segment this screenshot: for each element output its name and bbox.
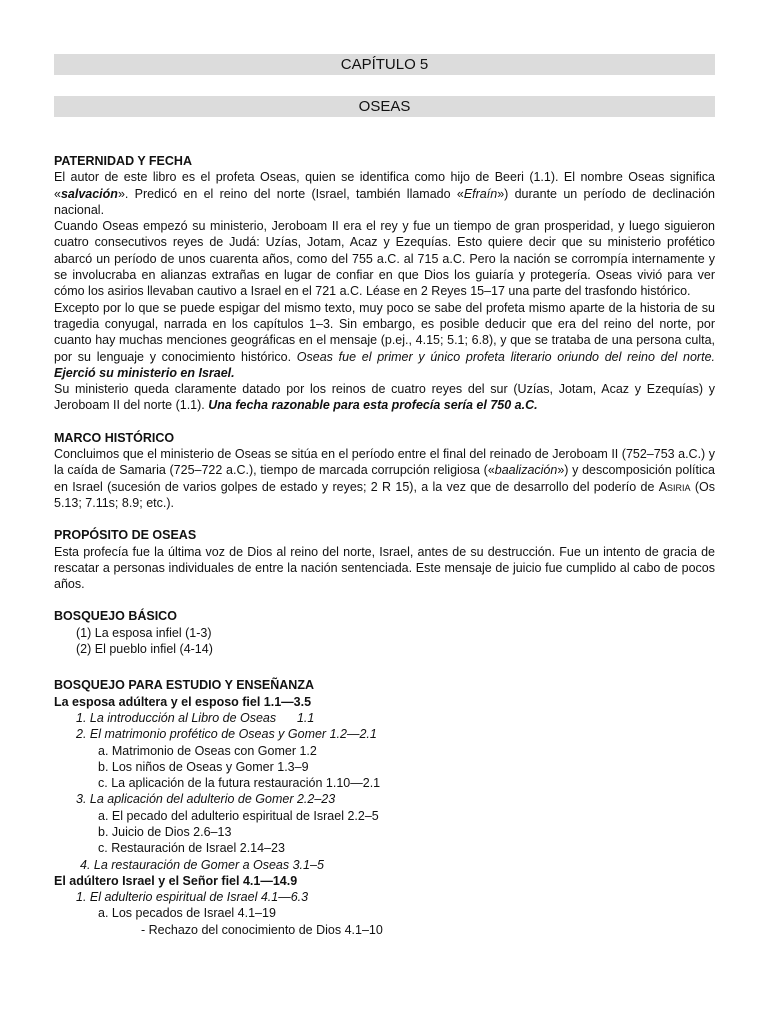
section-heading: MARCO HISTÓRICO xyxy=(54,430,175,445)
section-heading: BOSQUEJO BÁSICO xyxy=(54,609,177,624)
outline-subitem: c. La aplicación de la futura restauración 1.10—2.1 xyxy=(98,776,381,791)
outline-item: 1. El adulterio espiritual de Israel 4.1—6.3 xyxy=(76,890,309,905)
italic-text: baalización xyxy=(494,463,558,478)
text-run: (Os 5.13; 7.11s; 8.9; etc.). xyxy=(54,479,716,510)
list-item: (1) La esposa infiel (1-3) xyxy=(76,625,212,640)
paragraph xyxy=(54,169,715,218)
outline-subitem: a. El pecado del adulterio espiritual de Israel 2.2–5 xyxy=(98,808,379,823)
text-run: Concluimos que el ministerio de Oseas se sitúa en el período entre el final del reinado de Jeroboam II (752–753 a.C.) y la caída de Samaria (725–722 a.C.), tiempo de marcada corrupción religiosa (« xyxy=(54,447,715,478)
text-run: ». Predicó en el reino del norte (Israel, también llamado « xyxy=(117,186,464,201)
section-bosquejo-basico xyxy=(54,608,715,657)
outline-subitem: b. Juicio de Dios 2.6–13 xyxy=(98,824,232,839)
emphasis-text: salvación xyxy=(60,186,118,201)
list-item: (2) El pueblo infiel (4-14) xyxy=(76,642,213,657)
outline-subitem: a. Matrimonio de Oseas con Gomer 1.2 xyxy=(98,743,317,758)
paragraph: Esta profecía fue la última voz de Dios al reino del norte, Israel, antes de su destrucción. Fue un intento de gracia de rescatar a personas individuales de entre la nación sentenciada. Este mensaje de juicio fue cumplido al cabo de pocos años. xyxy=(54,544,715,592)
outline-part: El adúltero Israel y el Señor fiel 4.1—14.9 xyxy=(54,873,298,888)
section-heading: PROPÓSITO DE OSEAS xyxy=(54,528,197,543)
section-proposito xyxy=(54,527,715,592)
outline-item: 4. La restauración de Gomer a Oseas 3.1–5 xyxy=(80,857,324,872)
text-run: Su ministerio queda claramente datado por los reinos de cuatro reyes del sur (Uzías, Jotam, Acaz y Ezequías) y Jeroboam II del norte (1.1). xyxy=(54,382,715,413)
section-marco xyxy=(54,430,715,511)
paragraph: Cuando Oseas empezó su ministerio, Jeroboam II era el rey y fue un tiempo de gran prosperidad, y luego siguieron cuatro consecutivos reyes de Judá: Uzías, Jotam, Acaz y Ezequías. Esto quiere decir que su ministerio profético abarcó un período de unos cuarenta años, como del 755 a.C. al 715 a.C. Pero la nación se corrompía internamente y se involucraba en alianzas extrañas en lugar de confiar en que Dios los guiaría y protegería. Oseas vivió para ver cómo los asirios llevaban cautivo a Israel en el 721 a.C. Léase en 2 Reyes 15–17 una parte del trasfondo histórico. xyxy=(54,219,715,299)
outline-part: La esposa adúltera y el esposo fiel 1.1—3.5 xyxy=(54,694,312,709)
outline-subitem: c. Restauración de Israel 2.14–23 xyxy=(98,841,285,856)
outline-subsubitem: - Rechazo del conocimiento de Dios 4.1–10 xyxy=(141,922,383,937)
outline-item: 1. La introducción al Libro de Oseas 1.1 xyxy=(76,710,315,725)
text-run: ») durante un período de declinación nacional. xyxy=(54,186,715,217)
section-paternidad xyxy=(54,153,715,414)
document-page xyxy=(54,54,715,938)
italic-text: Oseas fue el primer y único profeta literario oriundo del reino del norte. xyxy=(296,349,715,364)
section-heading: PATERNIDAD Y FECHA xyxy=(54,154,192,168)
paragraph xyxy=(54,446,715,511)
chapter-title: CAPÍTULO 5 xyxy=(54,54,715,75)
outline-subitem: a. Los pecados de Israel 4.1–19 xyxy=(98,906,276,921)
document-body xyxy=(54,153,715,938)
section-heading: BOSQUEJO PARA ESTUDIO Y ENSEÑANZA xyxy=(54,678,314,693)
text-run: El autor de este libro es el profeta Oseas, quien se identifica como hijo de Beeri (1.1). El nombre Oseas significa « xyxy=(54,170,715,201)
emphasis-text: Ejerció su ministerio en Israel. xyxy=(54,365,235,380)
text-run: Excepto por lo que se puede espigar del mismo texto, muy poco se sabe del profeta mismo aparte de la historia de su tragedia conyugal, narrada en los capítulos 1–3. Sin embargo, es posible deducir que era del reino del norte, por cuanto hay muchas menciones geográficas en el mensaje (p.ej., 4.15; 5.1; 6.8), y que se trataba de una persona culta, por su lenguaje y conocimiento histórico. xyxy=(54,300,715,364)
italic-text: Efraín xyxy=(463,186,498,201)
book-title: OSEAS xyxy=(54,96,715,117)
emphasis-text: Una fecha razonable para esta profecía sería el 750 a.C. xyxy=(208,398,538,413)
outline-item: 2. El matrimonio profético de Oseas y Gomer 1.2—2.1 xyxy=(76,727,377,742)
outline-item: 3. La aplicación del adulterio de Gomer 2.2–23 xyxy=(76,792,336,807)
study-outline-list xyxy=(54,694,715,938)
smallcaps-text: Asiria xyxy=(658,479,691,494)
paragraph xyxy=(54,300,715,381)
outline-subitem: b. Los niños de Oseas y Gomer 1.3–9 xyxy=(98,759,309,774)
basic-outline-list xyxy=(54,625,715,658)
section-bosquejo-estudio xyxy=(54,677,715,938)
paragraph xyxy=(54,381,715,414)
text-run: ») y descomposición política en Israel (sucesión de varios golpes de estado y reyes; 2 R 15), a la vez que de desarrollo del poderío de xyxy=(54,463,715,494)
